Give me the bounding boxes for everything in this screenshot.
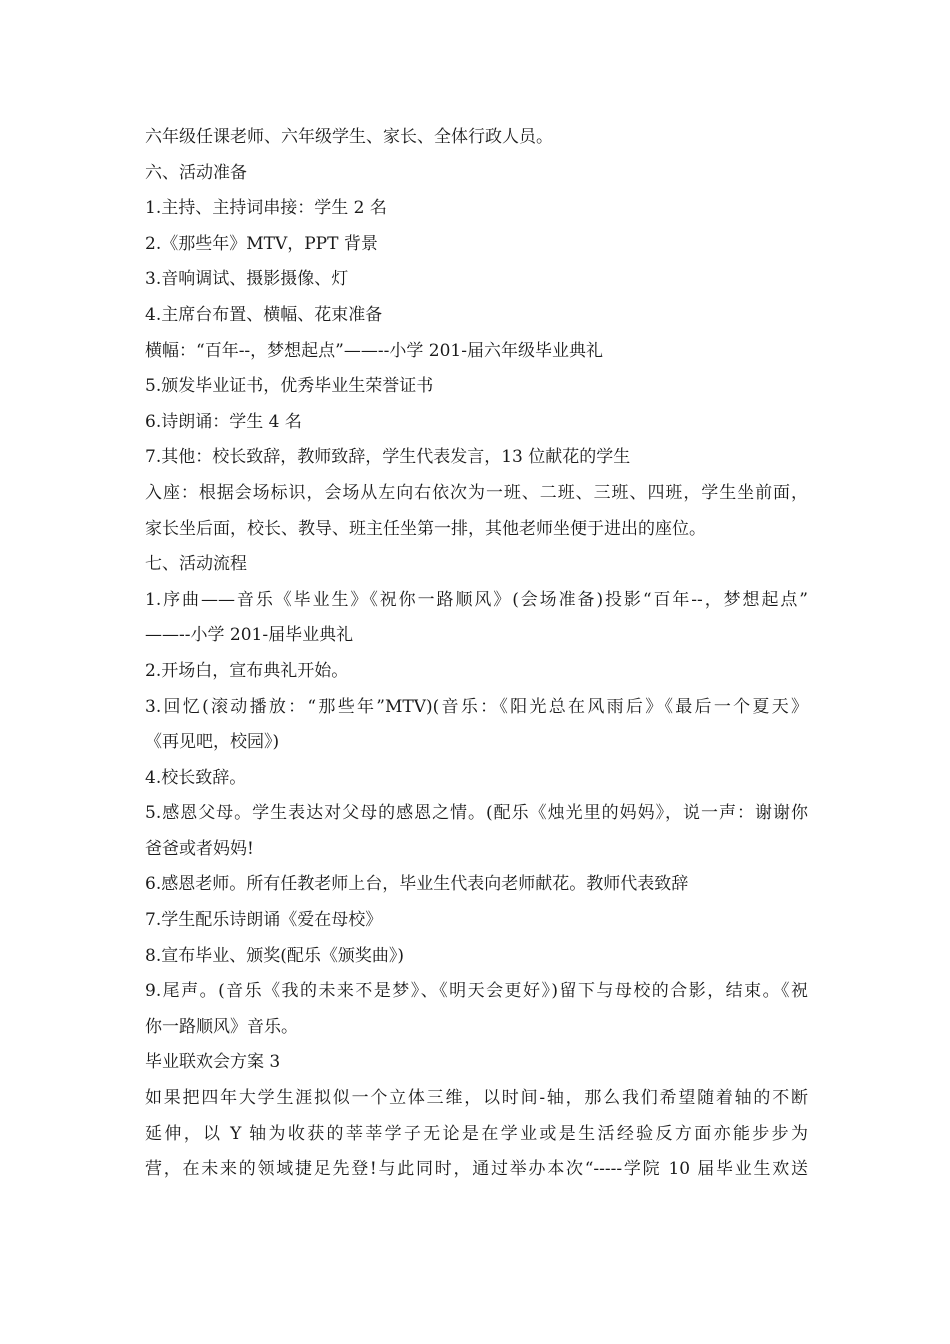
text-line: 4.主席台布置、横幅、花束准备 xyxy=(145,304,383,325)
text-line: 7.其他：校长致辞，教师致辞，学生代表发言，13 位献花的学生 xyxy=(145,447,631,468)
text-line: 入座：根据会场标识，会场从左向右依次为一班、二班、三班、四班，学生坐前面， xyxy=(145,482,808,503)
text-line: 爸爸或者妈妈! xyxy=(145,838,254,859)
text-line: 如果把四年大学生涯拟似一个立体三维，以时间-轴，那么我们希望随着轴的不断 xyxy=(145,1088,808,1109)
text-line: 4.校长致辞。 xyxy=(145,767,247,788)
text-line: 8.宣布毕业、颁奖(配乐《颁奖曲》) xyxy=(145,945,404,966)
text-line: 1.主持、主持词串接：学生 2 名 xyxy=(145,198,387,219)
text-line: 6.感恩老师。所有任教老师上台，毕业生代表向老师献花。教师代表致辞 xyxy=(145,874,689,895)
text-line: 6.诗朗诵：学生 4 名 xyxy=(145,411,302,432)
text-line: 毕业联欢会方案 3 xyxy=(145,1052,281,1073)
text-line: 2.开场白，宣布典礼开始。 xyxy=(145,660,349,681)
text-line: 2.《那些年》MTV，PPT 背景 xyxy=(145,233,378,254)
text-line: 5.颁发毕业证书，优秀毕业生荣誉证书 xyxy=(145,376,434,397)
text-line: ——--小学 201-届毕业典礼 xyxy=(145,625,354,646)
document-body xyxy=(145,120,808,1188)
text-line: 六年级任课老师、六年级学生、家长、全体行政人员。 xyxy=(145,127,553,147)
text-line: 六、活动准备 xyxy=(145,162,247,183)
text-line: 3.音响调试、摄影摄像、灯 xyxy=(145,269,349,290)
text-line: 5.感恩父母。学生表达对父母的感恩之情。(配乐《烛光里的妈妈》，说一声：谢谢你 xyxy=(145,803,808,824)
text-line: 《再见吧，校园》) xyxy=(145,732,280,753)
text-line: 9.尾声。(音乐《我的未来不是梦》、《明天会更好》)留下与母校的合影，结束。《祝 xyxy=(145,981,808,1002)
text-line: 延伸，以 Y 轴为收获的莘莘学子无论是在学业或是生活经验反方面亦能步步为 xyxy=(145,1123,808,1144)
text-line: 1.序曲——音乐《毕业生》《祝你一路顺风》(会场准备)投影“百年--，梦想起点” xyxy=(145,589,808,610)
text-line: 七、活动流程 xyxy=(145,554,247,575)
text-line: 7.学生配乐诗朗诵《爱在母校》 xyxy=(145,910,383,931)
text-line: 营，在未来的领域捷足先登!与此同时，通过举办本次“-----学院 10 届毕业生欢送 xyxy=(145,1159,808,1180)
text-line: 你一路顺风》音乐。 xyxy=(145,1016,298,1037)
text-line: 3.回忆(滚动播放：“那些年”MTV)(音乐：《阳光总在风雨后》《最后一个夏天》 xyxy=(145,696,808,717)
text-line: 家长坐后面，校长、教导、班主任坐第一排，其他老师坐便于进出的座位。 xyxy=(145,518,706,539)
text-line: 横幅：“百年--，梦想起点”——--小学 201-届六年级毕业典礼 xyxy=(145,340,603,361)
